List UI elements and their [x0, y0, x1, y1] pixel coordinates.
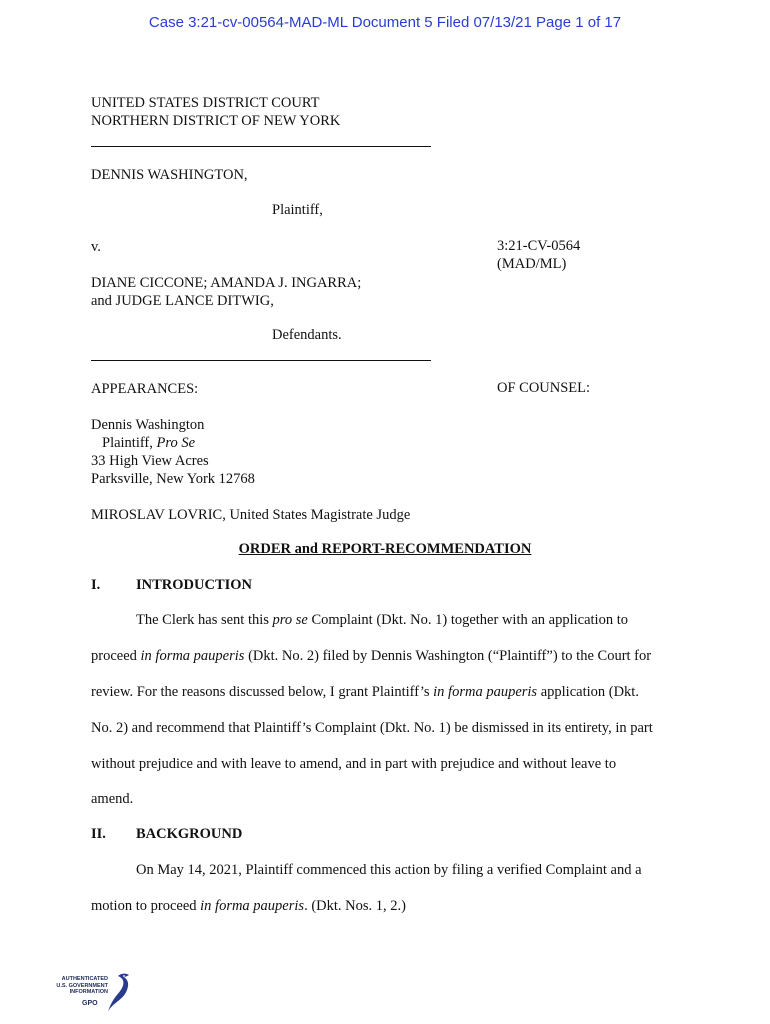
gpo-authentication-seal	[44, 972, 134, 1016]
case-header: Case 3:21-cv-00564-MAD-ML Document 5 Filed 07/13/21 Page 1 of 17	[148, 14, 622, 31]
party-role: Plaintiff, Pro Se	[102, 435, 196, 451]
intro-line-3: review. For the reasons discussed below, I grant Plaintiff’s in forma pauperis application (Dkt.	[91, 684, 639, 700]
party-name: Dennis Washington	[91, 417, 205, 433]
background-line-1: On May 14, 2021, Plaintiff commenced this action by filing a verified Complaint and a	[136, 862, 642, 878]
caption-rule-top	[91, 146, 431, 147]
section-1-title: INTRODUCTION	[136, 577, 253, 593]
versus: v.	[91, 239, 101, 255]
defendants-line-2: and JUDGE LANCE DITWIG,	[91, 293, 274, 309]
eagle-icon	[104, 972, 134, 1016]
defendants-line-1: DIANE CICCONE; AMANDA J. INGARRA;	[91, 275, 362, 291]
caption-rule-bottom	[91, 360, 431, 361]
party-address-2: Parksville, New York 12768	[91, 471, 255, 487]
defendants-label: Defendants.	[272, 327, 342, 343]
case-number: 3:21-CV-0564	[497, 238, 581, 254]
order-title: ORDER and REPORT-RECOMMENDATION	[238, 541, 532, 557]
intro-line-5: without prejudice and with leave to amend, and in part with prejudice and without leave to	[91, 756, 617, 772]
court-name: UNITED STATES DISTRICT COURT	[91, 95, 320, 111]
gpo-seal-text: AUTHENTICATED U.S. GOVERNMENT INFORMATION	[56, 976, 108, 995]
judge-line: MIROSLAV LOVRIC, United States Magistrate Judge	[91, 507, 411, 523]
section-2-number: II.	[91, 826, 106, 842]
intro-line-2: proceed in forma pauperis (Dkt. No. 2) filed by Dennis Washington (“Plaintiff”) to the Court for	[91, 648, 652, 664]
background-line-2: motion to proceed in forma pauperis. (Dkt. Nos. 1, 2.)	[91, 898, 406, 914]
plaintiff-label: Plaintiff,	[272, 202, 323, 218]
intro-line-4: No. 2) and recommend that Plaintiff’s Complaint (Dkt. No. 1) be dismissed in its entirety, in part	[91, 720, 653, 736]
case-judges: (MAD/ML)	[497, 256, 567, 272]
intro-line-1: The Clerk has sent this pro se Complaint (Dkt. No. 1) together with an application to	[136, 612, 628, 628]
court-district: NORTHERN DISTRICT OF NEW YORK	[91, 113, 341, 129]
plaintiff-name: DENNIS WASHINGTON,	[91, 167, 248, 183]
appearances-label: APPEARANCES:	[91, 381, 199, 397]
section-1-number: I.	[91, 577, 101, 593]
counsel-label: OF COUNSEL:	[497, 380, 591, 396]
section-2-title: BACKGROUND	[136, 826, 243, 842]
gpo-abbreviation: GPO	[82, 1000, 98, 1007]
intro-line-6: amend.	[91, 791, 134, 807]
party-address-1: 33 High View Acres	[91, 453, 209, 469]
